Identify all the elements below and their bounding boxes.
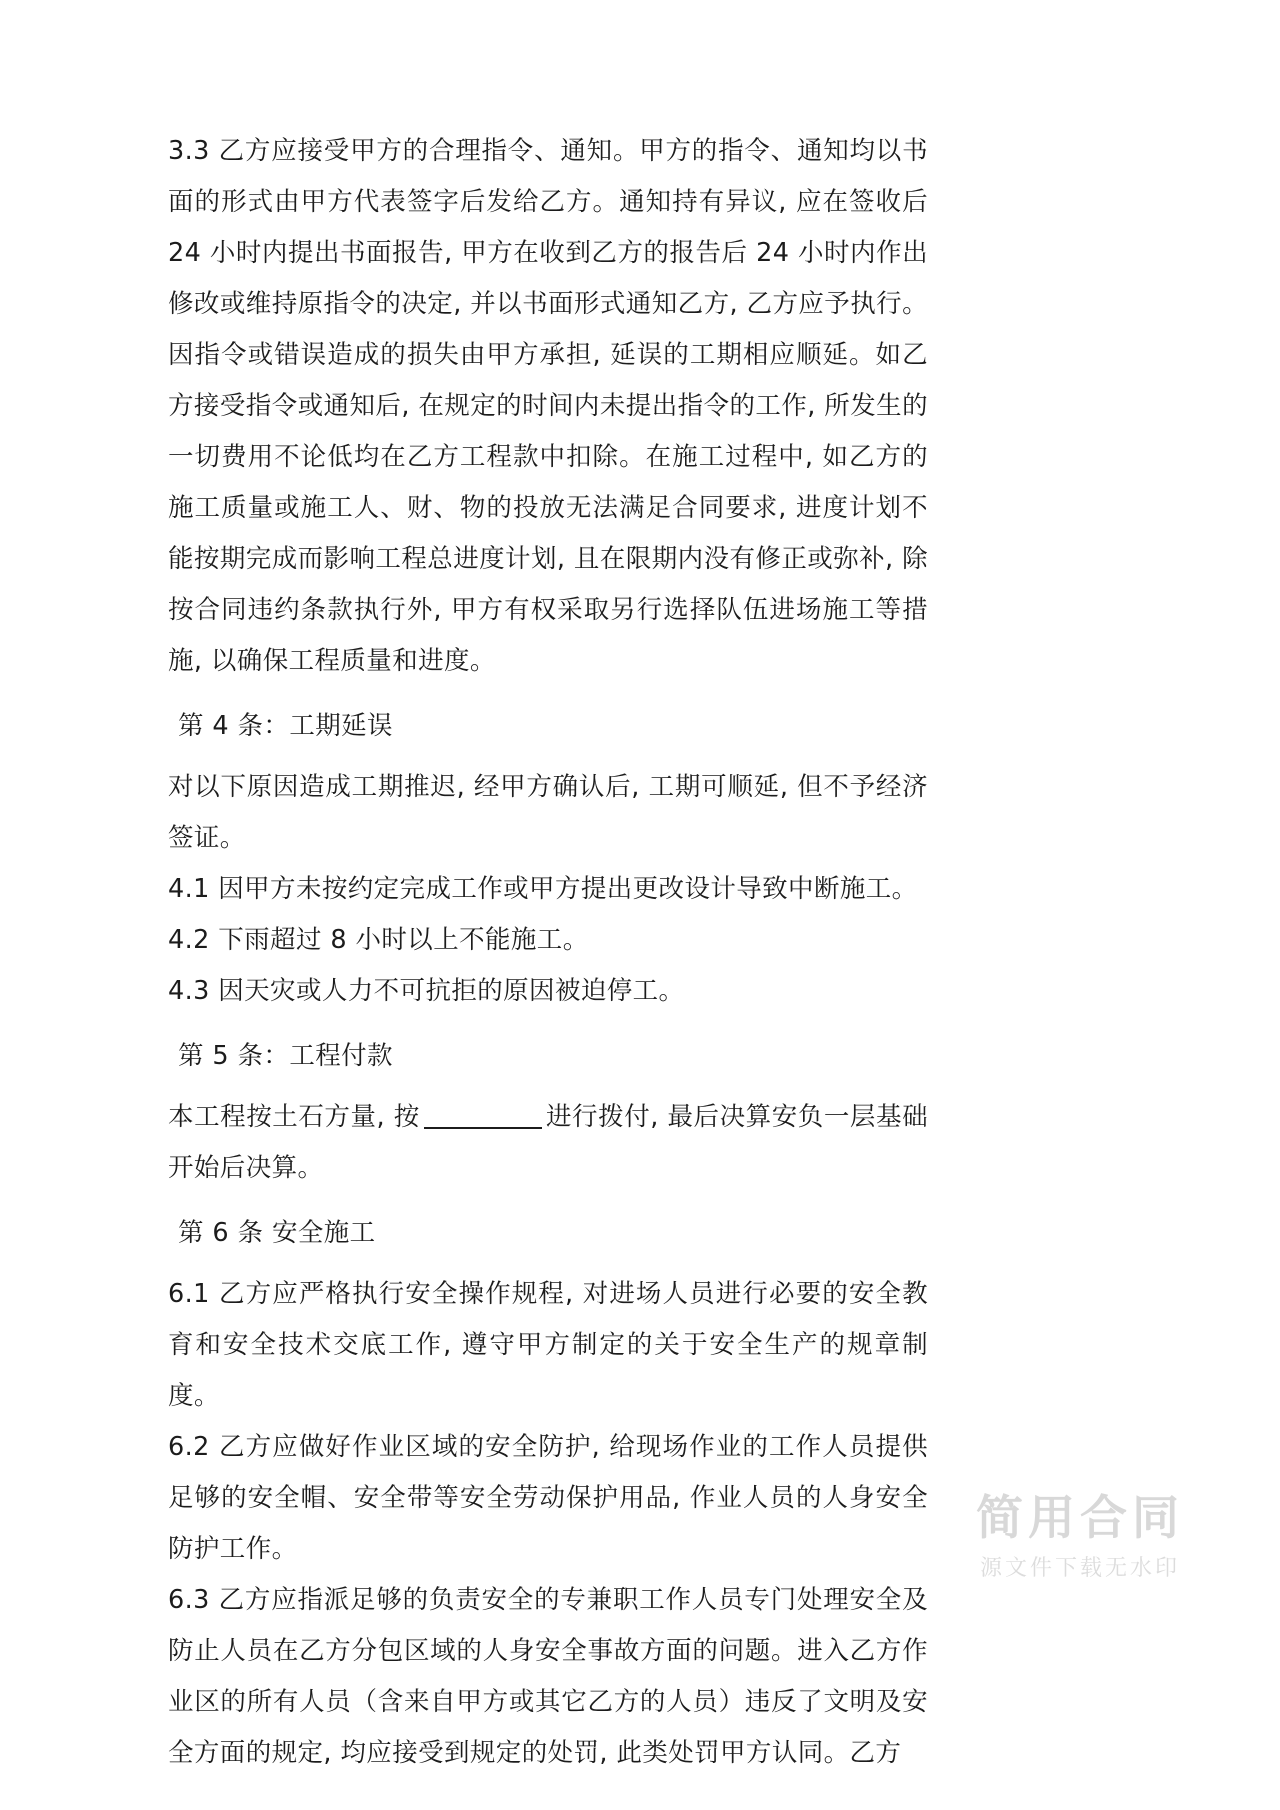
watermark-title: 简用合同 xyxy=(976,1490,1184,1546)
clause-5-text-before: 本工程按土石方量, 按 xyxy=(168,1102,420,1132)
clause-5-fill-in-blank[interactable] xyxy=(424,1127,542,1129)
clause-5-text-after: 进行拨付, 最后决算安负一层基础开始后决算。 xyxy=(168,1102,928,1183)
watermark xyxy=(976,1490,1184,1582)
paragraph-clause-4-2: 4.2 下雨超过 8 小时以上不能施工。 xyxy=(168,925,589,955)
heading-article-5: 第 5 条：工程付款 xyxy=(178,1041,393,1071)
heading-article-6: 第 6 条 安全施工 xyxy=(178,1218,376,1248)
paragraph-clause-6-1: 6.1 乙方应严格执行安全操作规程, 对进场人员进行必要的安全教育和安全技术交底工作, 遵守甲方制定的关于安全生产的规章制度。 xyxy=(168,1279,928,1411)
paragraph-clause-6-2: 6.2 乙方应做好作业区域的安全防护, 给现场作业的工作人员提供足够的安全帽、安全带等安全劳动保护用品, 作业人员的人身安全防护工作。 xyxy=(168,1432,928,1564)
document-text-column xyxy=(168,126,928,1779)
paragraph-clause-5-body xyxy=(168,1092,928,1194)
watermark-subtitle: 源文件下载无水印 xyxy=(979,1556,1180,1581)
paragraph-clause-4-1: 4.1 因甲方未按约定完成工作或甲方提出更改设计导致中断施工。 xyxy=(168,874,918,904)
paragraph-clause-4-3: 4.3 因天灾或人力不可抗拒的原因被迫停工。 xyxy=(168,976,685,1006)
paragraph-clause-3-3: 3.3 乙方应接受甲方的合理指令、通知。甲方的指令、通知均以书面的形式由甲方代表签字后发给乙方。通知持有异议, 应在签收后 24 小时内提出书面报告, 甲方在收到乙方的报告后 24 小时内作出修改或维持原指令的决定, 并以书面形式通知乙方, 乙方应予执行。因指令或错误造成的损失由甲方承担, 延误的工期相应顺延。如乙方接受指令或通知后, 在规定的时间内未提出指令的工作, 所发生的一切费用不论低均在乙方工程款中扣除。在施工过程中, 如乙方的施工质量或施工人、财、物的投放无法满足合同要求, 进度计划不能按期完成而影响工程总进度计划, 且在限期内没有修正或弥补, 除按合同违约条款执行外, 甲方有权采取另行选择队伍进场施工等措施, 以确保工程质量和进度。 xyxy=(168,136,928,676)
paragraph-clause-4-intro: 对以下原因造成工期推迟, 经甲方确认后, 工期可顺延, 但不予经济签证。 xyxy=(168,772,928,853)
heading-article-4: 第 4 条：工期延误 xyxy=(178,711,393,741)
paragraph-clause-6-3: 6.3 乙方应指派足够的负责安全的专兼职工作人员专门处理安全及防止人员在乙方分包区域的人身安全事故方面的问题。进入乙方作业区的所有人员（含来自甲方或其它乙方的人员）违反了文明及安全方面的规定, 均应接受到规定的处罚, 此类处罚甲方认同。乙方 xyxy=(168,1585,928,1768)
